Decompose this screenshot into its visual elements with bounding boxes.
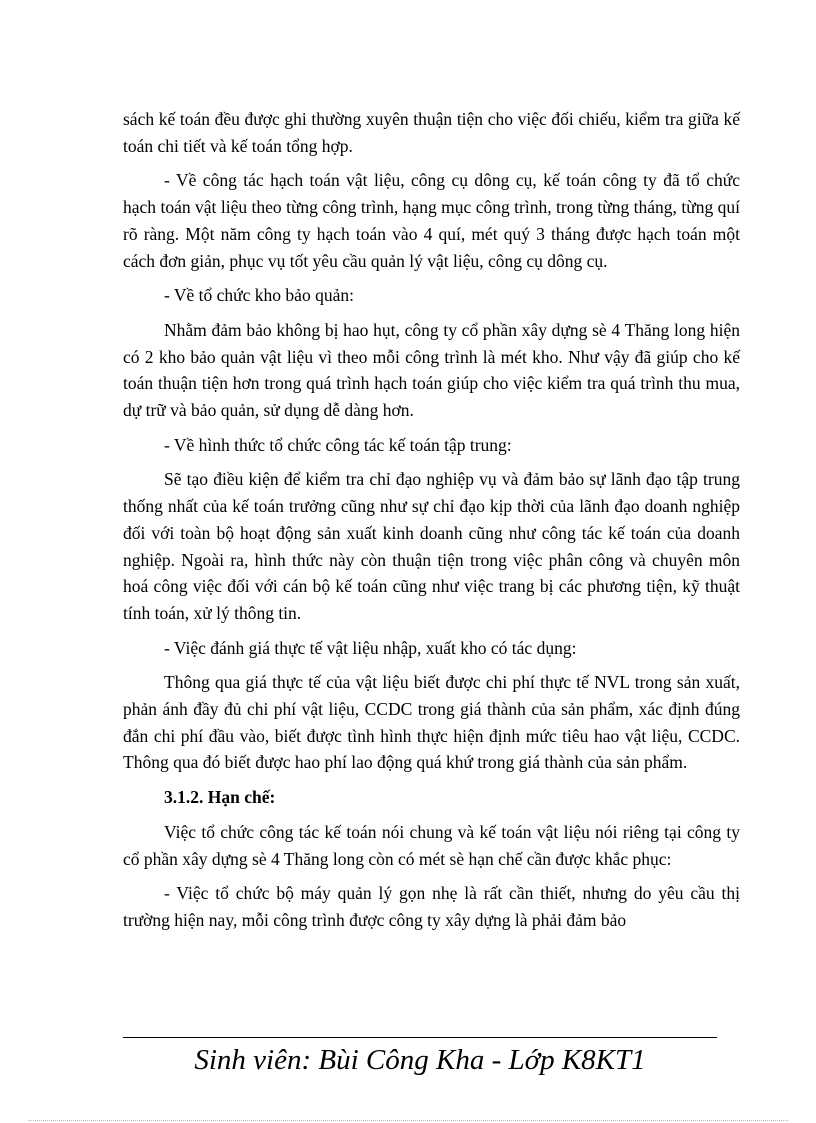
paragraph-accounting-materials: - Về công tác hạch toán vật liệu, công cụ dông cụ, kế toán công ty đã tổ chức hạch toán vật liệu theo từng công trình, hạng mục công trình, trong từng tháng, từng quí rõ ràng. Một năm công ty hạch toán vào 4 quí, mét quý 3 tháng được hạch toán một cách đơn giản, phục vụ tốt yêu cầu quản lý vật liệu, công cụ dông cụ. bbox=[123, 170, 740, 271]
body-text bbox=[123, 106, 740, 942]
section-heading-limitations: 3.1.2. Hạn chế: bbox=[164, 787, 276, 808]
footer-divider bbox=[123, 1037, 717, 1038]
footer-student-info: Sinh viên: Bùi Công Kha - Lớp K8KT1 bbox=[194, 1044, 646, 1076]
paragraph-centralized-body: Sẽ tạo điều kiện để kiểm tra chỉ đạo nghiệp vụ và đảm bảo sự lãnh đạo tập trung thống nhất của kế toán trưởng cũng như sự chỉ đạo kịp thời của lãnh đạo doanh nghiệp đối với toàn bộ hoạt động sản xuất kinh doanh cũng như công tác kế toán của doanh nghiệp. Ngoài ra, hình thức này còn thuận tiện trong việc phân công và chuyên môn hoá công việc đối với cán bộ kế toán cũng như việc trang bị các phương tiện, kỹ thuật tính toán, xử lý thông tin. bbox=[123, 469, 740, 623]
paragraph-warehouse-heading: - Về tổ chức kho bảo quản: bbox=[164, 285, 354, 306]
paragraph-limitations-first: - Việc tổ chức bộ máy quản lý gọn nhẹ là rất cần thiết, nhưng do yêu cầu thị trường hiện nay, mỗi công trình được công ty xây dựng là phải đảm bảo bbox=[123, 883, 740, 930]
paragraph-warehouse-body: Nhằm đảm bảo không bị hao hụt, công ty cổ phần xây dựng sè 4 Thăng long hiện có 2 kho bảo quản vật liệu vì theo mỗi công trình là mét kho. Như vậy đã giúp cho kế toán thuận tiện hơn trong quá trình hạch toán giúp cho việc kiểm tra quá trình thu mua, dự trữ và bảo quản, sử dụng dễ dàng hơn. bbox=[123, 319, 740, 421]
page-bottom-edge bbox=[28, 1120, 788, 1121]
paragraph-valuation-heading: - Việc đánh giá thực tế vật liệu nhập, xuất kho có tác dụng: bbox=[164, 637, 577, 658]
paragraph-limitations-intro: Việc tổ chức công tác kế toán nói chung và kế toán vật liệu nói riêng tại công ty cổ phần xây dựng sè 4 Thăng long còn có mét sè hạn chế cần được khắc phục: bbox=[123, 821, 740, 869]
paragraph-centralized-heading: - Về hình thức tổ chức công tác kế toán tập trung: bbox=[164, 434, 512, 455]
paragraph-valuation-body: Thông qua giá thực tế của vật liệu biết được chi phí thực tế NVL trong sản xuất, phản ánh đầy đủ chi phí vật liệu, CCDC trong giá thành của sản phẩm, xác định đúng đắn chi phí đầu vào, biết được tình hình thực hiện định mức tiêu hao vật liệu, CCDC. Thông qua đó biết được hao phí lao động quá khứ trong giá thành của sản phẩm. bbox=[123, 672, 740, 773]
paragraph-continuation: sách kế toán đều được ghi thường xuyên thuận tiện cho việc đối chiếu, kiểm tra giữa kế toán chi tiết và kế toán tổng hợp. bbox=[123, 109, 740, 156]
